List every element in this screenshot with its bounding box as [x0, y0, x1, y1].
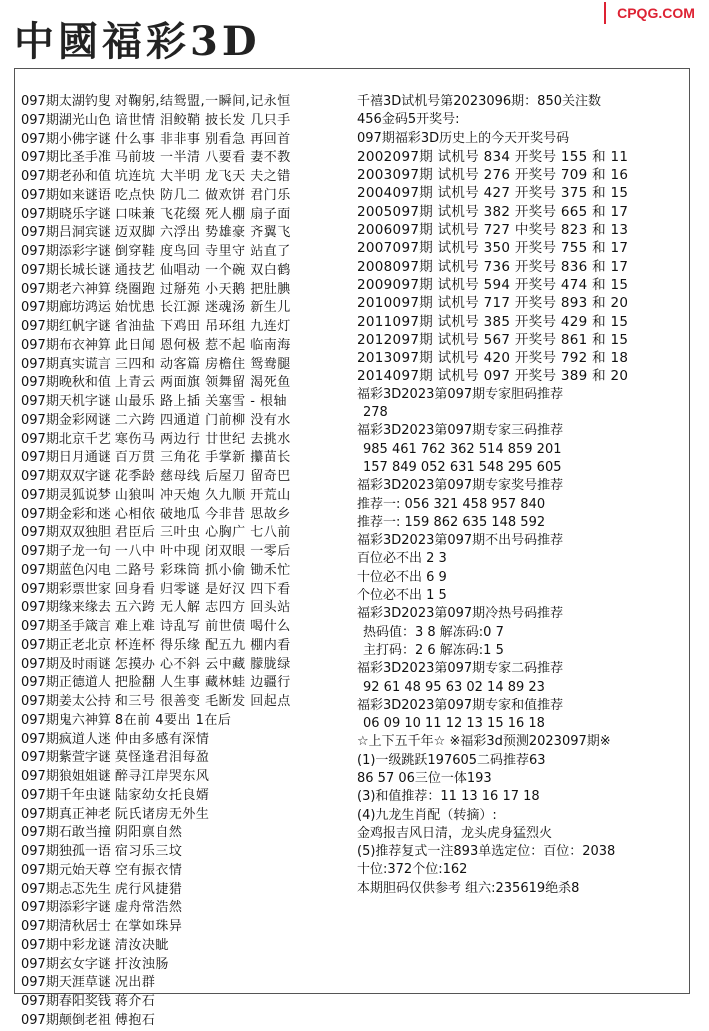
riddle-row — [21, 749, 353, 768]
riddle-text: 心相依 破地瓜 今非昔 思故乡 — [114, 506, 291, 522]
prediction-line: 福彩3D2023第097期专家和值推荐 — [357, 697, 564, 713]
riddle-text: 倒穿鞋 度鸟回 寺里守 站直了 — [114, 244, 291, 259]
page-header — [0, 0, 709, 70]
riddle-text: 把脸翻 人生事 藏林蛙 边疆行 — [114, 675, 291, 691]
prediction-line: ☆上下五千年☆ ※福彩3d预测2023097期※ — [357, 734, 611, 750]
prediction-line: 157 849 052 631 548 295 605 — [363, 459, 562, 475]
riddle-row — [21, 524, 353, 543]
riddle-text: 仲由多感有深情 — [114, 731, 210, 747]
riddle-text: 山最乐 路上插 关塞雪 - 根轴 — [114, 394, 288, 409]
riddle-issue-label: 097期正德道人 — [21, 675, 111, 691]
riddle-issue-label: 097期北京千艺 — [21, 431, 111, 447]
riddle-issue-label: 097期玄女字谜 — [21, 956, 111, 972]
riddle-row — [21, 768, 353, 787]
prediction-line: 个位必不出 1 5 — [357, 588, 447, 604]
riddle-issue-label: 097期千年虫谜 — [21, 787, 111, 803]
prediction-line: 福彩3D2023第097期专家胆码推荐 — [357, 386, 564, 402]
riddle-issue-label: 097期鬼六神算 — [21, 712, 111, 728]
riddle-text: 坑连坑 大半明 龙飞天 夫之错 — [114, 169, 291, 184]
prediction-line: 百位必不出 2 3 — [357, 551, 447, 567]
prediction-line: 2010097期 试机号 717 开奖号 893 和 20 — [357, 295, 629, 312]
riddle-text: 五六跨 无人解 志四方 回头站 — [114, 600, 291, 616]
riddle-issue-label: 097期红帆字谜 — [21, 319, 111, 334]
prediction-line: 推荐一: 159 862 635 148 592 — [357, 514, 546, 530]
riddle-issue-label: 097期缘来缘去 — [21, 600, 111, 616]
riddle-list — [21, 93, 353, 1031]
riddle-text: 和三号 很善变 毛断发 回起点 — [114, 694, 291, 709]
riddle-text: 回身看 归零谜 是好汉 四下看 — [114, 581, 291, 597]
riddle-issue-label: 097期长城长谜 — [21, 262, 111, 278]
riddle-issue-label: 097期双双字谜 — [21, 469, 111, 484]
riddle-row — [21, 224, 353, 243]
riddle-issue-label: 097期彩票世家 — [21, 581, 111, 597]
riddle-row — [21, 956, 353, 975]
riddle-row — [21, 993, 353, 1012]
riddle-row — [21, 243, 353, 262]
riddle-issue-label: 097期比圣手准 — [21, 150, 111, 166]
riddle-issue-label: 097期独孤一语 — [21, 844, 111, 859]
riddle-issue-label: 097期廊坊鸿运 — [21, 300, 111, 316]
riddle-issue-label: 097期金彩网谜 — [21, 412, 111, 428]
riddle-issue-label: 097期清秋居士 — [21, 919, 111, 934]
riddle-text: 百万贯 三角花 手掌新 攥苗长 — [114, 450, 291, 466]
prediction-line: 福彩3D2023第097期冷热号码推荐 — [357, 606, 564, 622]
riddle-issue-label: 097期真实谎言 — [21, 356, 111, 372]
prediction-line: 92 61 48 95 63 02 14 89 23 — [363, 679, 545, 695]
riddle-issue-label: 097期圣手箴言 — [21, 619, 111, 634]
prediction-line: 福彩3D2023第097期专家奖号推荐 — [357, 478, 564, 494]
watermark: CPQG.COM — [604, 2, 706, 24]
riddle-issue-label: 097期天机字谜 — [21, 394, 111, 409]
prediction-line: 福彩3D2023第097期专家三码推荐 — [357, 423, 564, 439]
riddle-text: 阴阳禀自然 — [114, 825, 183, 841]
riddle-row — [21, 562, 353, 581]
riddle-row — [21, 581, 353, 600]
riddle-text: 难上难 诗乱写 前世债 喝什么 — [114, 619, 291, 634]
prediction-line: 热码值：3 8 解冻码:0 7 — [363, 624, 504, 640]
prediction-line: 2013097期 试机号 420 开奖号 792 和 18 — [357, 350, 629, 367]
riddle-row — [21, 93, 353, 112]
riddle-issue-label: 097期及时雨谜 — [21, 656, 111, 672]
prediction-line: 2005097期 试机号 382 开奖号 665 和 17 — [357, 203, 629, 220]
prediction-line: 2006097期 试机号 727 中奖号 823 和 13 — [357, 222, 629, 239]
riddle-issue-label: 097期添彩字谜 — [21, 900, 111, 916]
riddle-text: 花季龄 慈母线 后屋刀 留奇巴 — [114, 469, 291, 484]
riddle-row — [21, 431, 353, 450]
riddle-row — [21, 149, 353, 168]
riddle-text: 阮氏诸房无外生 — [114, 806, 210, 822]
prediction-line: 2008097期 试机号 736 开奖号 836 和 17 — [357, 258, 629, 275]
riddle-issue-label: 097期吕洞宾谜 — [21, 225, 111, 241]
riddle-issue-label: 097期疯道人迷 — [21, 731, 111, 747]
riddle-issue-label: 097期布衣神算 — [21, 337, 111, 353]
riddle-text: 谙世情 泪鲛鞘 披长发 几只手 — [114, 112, 291, 128]
riddle-row — [21, 937, 353, 956]
riddle-text: 对鞠躬,结鸳盟,一瞬间,记永恒 — [114, 94, 291, 109]
riddle-issue-label: 097期老六神算 — [21, 281, 111, 297]
riddle-row — [21, 262, 353, 281]
riddle-text: 陆家幼女托良婿 — [114, 787, 210, 803]
riddle-row — [21, 843, 353, 862]
riddle-row — [21, 412, 353, 431]
prediction-line: 主打码：2 6 解冻码:1 5 — [363, 642, 504, 658]
riddle-row — [21, 506, 353, 525]
riddle-text: 在掌如珠异 — [114, 919, 183, 934]
riddle-issue-label: 097期天涯草谜 — [21, 975, 111, 991]
riddle-text: 怎摸办 心不斜 云中藏 朦胧绿 — [114, 656, 291, 672]
riddle-row — [21, 449, 353, 468]
prediction-line: 456金码5开奖号: — [357, 112, 460, 128]
prediction-panel — [357, 93, 687, 898]
riddle-text: 马前坡 一半清 八要看 妻不教 — [114, 150, 291, 166]
prediction-line: 2004097期 试机号 427 开奖号 375 和 15 — [357, 185, 629, 202]
riddle-issue-label: 097期晓乐字谜 — [21, 206, 111, 222]
riddle-row — [21, 806, 353, 825]
riddle-issue-label: 097期小佛字谜 — [21, 131, 111, 147]
prediction-line: 十位:372个位:162 — [357, 862, 468, 878]
riddle-row — [21, 824, 353, 843]
riddle-text: 什么事 非非事 别看急 再回首 — [114, 131, 291, 147]
riddle-row — [21, 881, 353, 900]
riddle-text: 上青云 两面旗 领舞留 渴死鱼 — [114, 375, 291, 391]
riddle-row — [21, 337, 353, 356]
riddle-text: 空有振衣情 — [114, 862, 183, 878]
riddle-text: 通技艺 仙唱动 一个碗 双白鹤 — [114, 262, 291, 278]
prediction-line: (4)九龙生肖配（转摘）: — [357, 807, 497, 823]
riddle-row — [21, 693, 353, 712]
riddle-text: 虎行风捷猎 — [114, 881, 183, 897]
riddle-text: 此日闻 恩何极 惹不起 临南海 — [114, 337, 291, 353]
riddle-row — [21, 637, 353, 656]
riddle-issue-label: 097期元始天尊 — [21, 862, 111, 878]
riddle-text: 寒伤马 两边行 廿世纪 去挑水 — [114, 431, 291, 447]
prediction-line: 十位必不出 6 9 — [357, 569, 447, 585]
riddle-issue-label: 097期真正神老 — [21, 806, 111, 822]
riddle-text: 君臣后 三叶虫 心胸广 七八前 — [114, 525, 291, 541]
riddle-issue-label: 097期如来谜语 — [21, 187, 111, 203]
riddle-row — [21, 974, 353, 993]
riddle-issue-label: 097期正老北京 — [21, 637, 111, 653]
riddle-text: 绕圈跑 过掰苑 小天鹅 把肚腆 — [114, 281, 291, 297]
riddle-issue-label: 097期春阳奖钱 — [21, 994, 111, 1009]
riddle-row — [21, 787, 353, 806]
riddle-text: 傅抱石 — [114, 1012, 156, 1028]
riddle-row — [21, 1012, 353, 1031]
riddle-text: 扞汝浊肠 — [114, 956, 169, 972]
riddle-row — [21, 112, 353, 131]
riddle-text: 山狼叫 冲天炮 久九顺 开荒山 — [114, 487, 291, 503]
content-frame — [14, 68, 690, 1028]
prediction-line: 福彩3D2023第097期不出号码推荐 — [357, 533, 564, 549]
riddle-issue-label: 097期添彩字谜 — [21, 244, 111, 259]
prediction-line: 06 09 10 11 12 13 15 16 18 — [363, 716, 545, 732]
riddle-text: 口味兼 飞花缀 死人棚 扇子面 — [114, 206, 291, 222]
riddle-row — [21, 356, 353, 375]
riddle-issue-label: 097期颠倒老祖 — [21, 1012, 111, 1028]
riddle-row — [21, 862, 353, 881]
prediction-line: 2002097期 试机号 834 开奖号 155 和 11 — [357, 148, 629, 165]
riddle-text: 杯连杯 得乐缘 配五九 棚内看 — [114, 637, 291, 653]
riddle-text: 一八中 叶中现 闭双眼 一零后 — [114, 544, 291, 559]
riddle-issue-label: 097期日月通谜 — [21, 450, 111, 466]
riddle-row — [21, 393, 353, 412]
riddle-text: 迈双脚 六浮出 势雄豪 齐翼飞 — [114, 225, 291, 241]
riddle-text: 始忧患 长江源 迷魂汤 新生儿 — [114, 300, 291, 316]
riddle-row — [21, 712, 353, 731]
riddle-issue-label: 097期金彩和迷 — [21, 506, 111, 522]
prediction-line: 86 57 06三位一体193 — [357, 770, 492, 786]
riddle-row — [21, 168, 353, 187]
riddle-row — [21, 487, 353, 506]
prediction-line: 2014097期 试机号 097 开奖号 389 和 20 — [357, 368, 629, 385]
riddle-text: 莫怪逢君泪每盈 — [114, 750, 210, 766]
riddle-row — [21, 674, 353, 693]
riddle-row — [21, 374, 353, 393]
riddle-text: 二路号 彩珠筒 抓小偷 锄禾忙 — [114, 562, 291, 578]
riddle-issue-label: 097期石敢当撞 — [21, 825, 111, 841]
riddle-row — [21, 599, 353, 618]
prediction-line: 福彩3D2023第097期专家二码推荐 — [357, 661, 564, 677]
riddle-issue-label: 097期狼姐姐谜 — [21, 769, 111, 784]
riddle-row — [21, 187, 353, 206]
riddle-text: 8在前 4要出 1在后 — [114, 712, 232, 728]
riddle-row — [21, 206, 353, 225]
prediction-line: 2003097期 试机号 276 开奖号 709 和 16 — [357, 167, 629, 184]
prediction-line: 2011097期 试机号 385 开奖号 429 和 15 — [357, 313, 629, 330]
riddle-issue-label: 097期灵狐说梦 — [21, 487, 111, 503]
riddle-issue-label: 097期晚秋和值 — [21, 375, 111, 391]
prediction-line: (3)和值推荐：11 13 16 17 18 — [357, 789, 540, 805]
riddle-issue-label: 097期子龙一句 — [21, 544, 111, 559]
riddle-row — [21, 731, 353, 750]
riddle-issue-label: 097期中彩龙谜 — [21, 937, 111, 953]
prediction-line: 本期胆码仅供参考 组六:235619绝杀8 — [357, 880, 580, 896]
prediction-line: 2009097期 试机号 594 开奖号 474 和 15 — [357, 276, 629, 293]
riddle-issue-label: 097期老孙和值 — [21, 169, 111, 184]
riddle-issue-label: 097期蓝色闪电 — [21, 562, 111, 578]
riddle-text: 省油盐 下鸡田 吊环组 九连灯 — [114, 319, 291, 334]
riddle-text: 三四和 动客篇 房檐住 鸳鸯腿 — [114, 356, 291, 372]
riddle-issue-label: 097期姜太公持 — [21, 694, 111, 709]
riddle-row — [21, 131, 353, 150]
prediction-line: (1)一级跳跃197605二码推荐63 — [357, 752, 546, 768]
riddle-issue-label: 097期忐忑先生 — [21, 881, 111, 897]
riddle-row — [21, 918, 353, 937]
prediction-line: 2007097期 试机号 350 开奖号 755 和 17 — [357, 240, 629, 257]
riddle-text: 虚舟常浩然 — [114, 900, 183, 916]
riddle-issue-label: 097期紫萱字谜 — [21, 750, 111, 766]
prediction-line: 985 461 762 362 514 859 201 — [363, 441, 562, 457]
riddle-row — [21, 618, 353, 637]
riddle-issue-label: 097期湖光山色 — [21, 112, 111, 128]
riddle-row — [21, 318, 353, 337]
riddle-text: 清汝决眦 — [114, 937, 169, 953]
riddle-issue-label: 097期太湖钓叟 — [21, 94, 111, 109]
riddle-row — [21, 899, 353, 918]
riddle-text: 吃点快 防几二 做欢饼 君门乐 — [114, 187, 291, 203]
riddle-issue-label: 097期双双独胆 — [21, 525, 111, 541]
riddle-row — [21, 656, 353, 675]
riddle-text: 宿习乐三坟 — [114, 844, 183, 859]
riddle-text: 二六跨 四通道 门前柳 没有水 — [114, 412, 291, 428]
prediction-line: 2012097期 试机号 567 开奖号 861 和 15 — [357, 331, 629, 348]
riddle-row — [21, 543, 353, 562]
riddle-row — [21, 468, 353, 487]
riddle-row — [21, 281, 353, 300]
prediction-line: 金鸡报吉风日清，龙头虎身猛烈火 — [357, 825, 553, 841]
prediction-line: 千禧3D试机号第2023096期：850关注数 — [357, 94, 601, 109]
prediction-line: (5)推荐复式一注893单选定位：百位：2038 — [357, 844, 616, 860]
prediction-line: 097期福彩3D历史上的今天开奖号码 — [357, 130, 570, 146]
prediction-line: 278 — [363, 405, 388, 421]
riddle-text: 蒋介石 — [114, 994, 156, 1009]
riddle-text: 况出群 — [114, 975, 156, 991]
riddle-row — [21, 299, 353, 318]
site-title: 中國福彩3D — [14, 18, 261, 65]
riddle-text: 醉寻江岸哭东风 — [114, 769, 210, 784]
prediction-line: 推荐一: 056 321 458 957 840 — [357, 496, 546, 512]
